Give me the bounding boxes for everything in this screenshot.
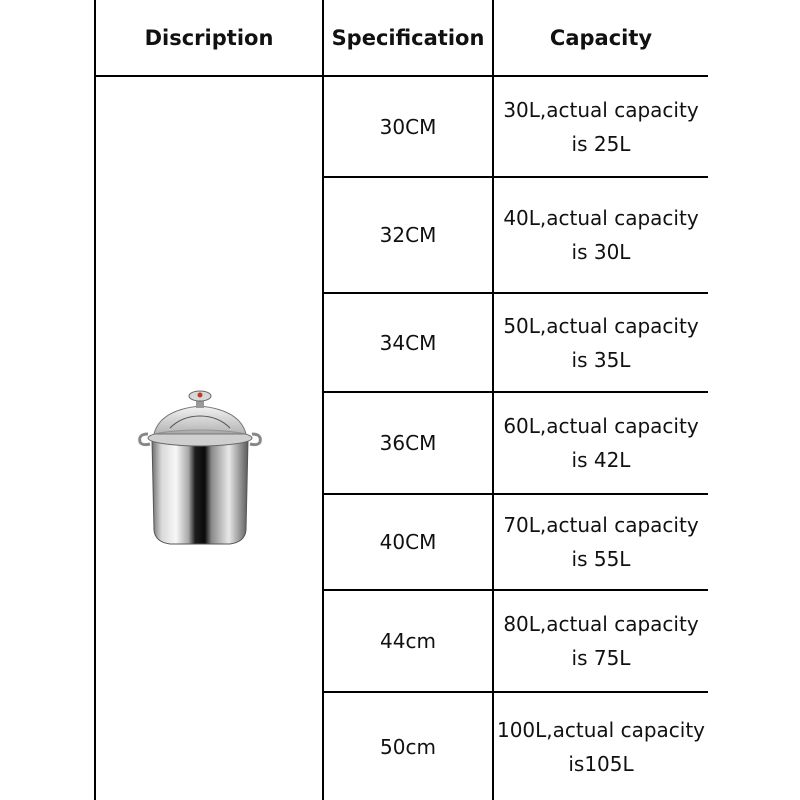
spec-cell: 50cm — [380, 734, 436, 759]
spec-cell: 36CM — [379, 431, 437, 455]
header-capacity: Capacity — [549, 26, 653, 50]
stock-pot-image — [130, 380, 270, 555]
capacity-cell: 50L,actual capacity is 35L — [503, 313, 699, 372]
spec-cell: 32CM — [379, 223, 437, 247]
capacity-cell: 40L,actual capacity is 30L — [503, 206, 699, 264]
capacity-cell: 60L,actual capacity is 42L — [503, 414, 699, 472]
capacity-cell: 70L,actual capacity is 55L — [503, 513, 699, 571]
spec-cell: 30CM — [379, 114, 437, 139]
table-border-left — [94, 0, 96, 800]
header-description: Discription — [144, 26, 274, 50]
capacity-cell: 30L,actual capacity is 25L — [503, 97, 699, 156]
capacity-cell: 100L,actual capacity is105L — [496, 717, 706, 776]
capacity-cell: 80L,actual capacity is 75L — [503, 612, 699, 670]
header-specification: Specification — [331, 26, 485, 50]
spec-cell: 40CM — [379, 530, 437, 554]
spec-cell: 44cm — [380, 629, 436, 653]
spec-cell: 34CM — [379, 330, 437, 355]
